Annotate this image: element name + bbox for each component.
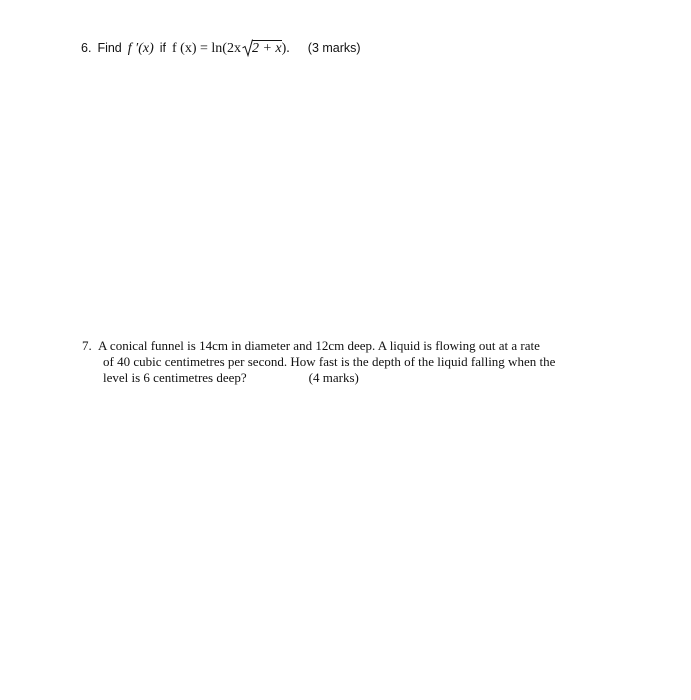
radical-sign-icon: [242, 37, 253, 57]
question-7-line-1: A conical funnel is 14cm in diameter and 12cm deep. A liquid is flowing out at a rate: [98, 338, 540, 353]
square-root-radicand: 2 + x: [251, 41, 282, 56]
question-6: [81, 40, 361, 62]
question-7-marks: (4 marks): [308, 370, 359, 385]
question-6-derivative: f ′(x): [127, 41, 154, 56]
question-6-function-lhs: f (x) = ln(2x: [172, 41, 241, 56]
question-7-number: 7.: [82, 338, 92, 353]
question-7-line-3: [82, 370, 602, 386]
question-7: [82, 338, 602, 386]
question-6-find-word: Find: [97, 41, 122, 55]
question-6-if-word: if: [159, 41, 167, 55]
question-7-line-2: of 40 cubic centimetres per second. How fast is the depth of the liquid falling when the: [103, 354, 556, 369]
question-6-number: 6.: [81, 41, 92, 55]
question-7-line-3-text: level is 6 centimetres deep?: [103, 370, 247, 385]
question-6-marks: (3 marks): [307, 41, 361, 55]
question-6-function-close: ).: [281, 41, 290, 56]
square-root: [242, 40, 282, 57]
